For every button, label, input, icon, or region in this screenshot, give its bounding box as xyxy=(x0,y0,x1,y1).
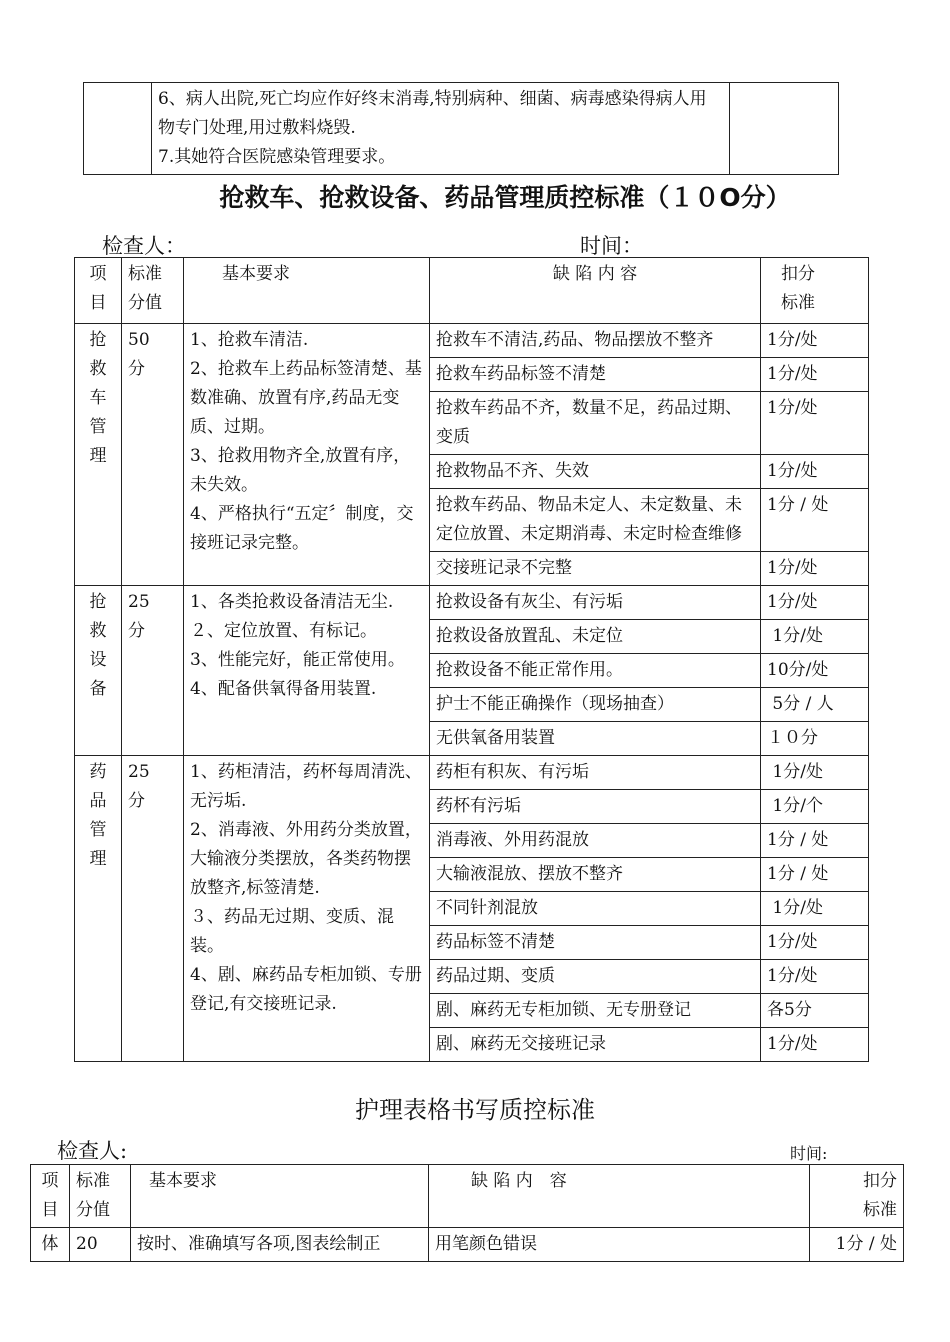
deduction-cell: 1分/处 xyxy=(761,926,869,960)
nursing-form-table xyxy=(30,1164,904,1262)
deduction-cell: 1分 / 处 xyxy=(810,1228,904,1262)
inspector-label-2: 检查人: xyxy=(57,1139,128,1163)
header-item: 项 目 xyxy=(31,1165,70,1228)
deduction-cell: 1分 / 处 xyxy=(761,824,869,858)
deduction-cell: 1分/处 xyxy=(761,960,869,994)
deduction-cell: 1分/处 xyxy=(761,1028,869,1062)
requirement-item: 4、严格执行“五定〞制度，交接班记录完整。 xyxy=(190,504,414,553)
defect-cell: 药品标签不清楚 xyxy=(430,926,761,960)
time-label: 时间： xyxy=(580,234,643,258)
item-cell: 抢 救 车 管 理 xyxy=(75,324,122,586)
deduction-cell: 1分/处 xyxy=(761,586,869,620)
table-row xyxy=(31,1228,904,1262)
deduction-cell: 各5分 xyxy=(761,994,869,1028)
defect-cell: 药杯有污垢 xyxy=(430,790,761,824)
requirement-cell: 按时、准确填写各项,图表绘制正 xyxy=(131,1228,429,1262)
requirement-item: ２、定位放置、有标记。 xyxy=(190,621,377,641)
defect-cell: 无供氧备用装置 xyxy=(430,722,761,756)
deduction-cell: 1分 / 处 xyxy=(761,489,869,552)
defect-cell: 剧、麻药无专柜加锁、无专册登记 xyxy=(430,994,761,1028)
requirement-item: 2、抢救车上药品标签清楚、基数准确、放置有序,药品无变质、过期。 xyxy=(190,359,422,437)
table-row xyxy=(75,756,869,790)
requirement-item: 3、抢救用物齐全,放置有序，未失效。 xyxy=(190,446,411,495)
empty-deduction-cell xyxy=(730,83,839,175)
rescue-quality-table xyxy=(74,257,869,1062)
defect-cell: 大输液混放、摆放不整齐 xyxy=(430,858,761,892)
requirement-item: 1、各类抢救设备清洁无尘. xyxy=(190,592,394,612)
deduction-cell: 1分/处 xyxy=(761,892,869,926)
section-title-2: 护理表格书写质控标准 xyxy=(355,1096,595,1124)
deduction-cell: 1分/处 xyxy=(761,552,869,586)
header-row xyxy=(31,1165,904,1228)
defect-cell: 抢救设备放置乱、未定位 xyxy=(430,620,761,654)
score-cell: 50 分 xyxy=(122,324,184,586)
header-deduction: 扣分 标准 xyxy=(761,258,869,324)
requirement-item: 2、消毒液、外用药分类放置，大输液分类摆放，各类药物摆放整齐,标签清楚. xyxy=(190,820,422,898)
requirement-item: ３、药品无过期、变质、混装。 xyxy=(190,907,394,956)
requirement-item: 3、性能完好，能正常使用。 xyxy=(190,650,405,670)
defect-cell: 护士不能正确操作（现场抽查） xyxy=(430,688,761,722)
time-label-2: 时间: xyxy=(790,1144,828,1163)
deduction-cell: 1分/处 xyxy=(761,324,869,358)
header-requirement: 基本要求 xyxy=(184,258,430,324)
defect-cell: 剧、麻药无交接班记录 xyxy=(430,1028,761,1062)
score-cell: 20 xyxy=(70,1228,131,1262)
defect-cell: 抢救车不清洁,药品、物品摆放不整齐 xyxy=(430,324,761,358)
defect-cell: 药柜有积灰、有污垢 xyxy=(430,756,761,790)
deduction-cell: 1分/处 xyxy=(761,756,869,790)
defect-cell: 抢救物品不齐、失效 xyxy=(430,455,761,489)
defect-cell: 药品过期、变质 xyxy=(430,960,761,994)
empty-item-cell xyxy=(84,83,152,175)
deduction-cell: １０分 xyxy=(761,722,869,756)
deduction-cell: 1分/处 xyxy=(761,358,869,392)
score-cell: 25 分 xyxy=(122,586,184,756)
header-deduction: 扣分 标准 xyxy=(810,1165,904,1228)
header-row xyxy=(75,258,869,324)
table-row xyxy=(84,83,839,175)
section-title: 抢救车、抢救设备、药品管理质控标准（１０O分） xyxy=(219,183,791,212)
top-continuation-table xyxy=(83,82,839,175)
table-row xyxy=(75,586,869,620)
defect-cell: 抢救设备有灰尘、有污垢 xyxy=(430,586,761,620)
defect-cell: 用笔颜色错误 xyxy=(429,1228,810,1262)
deduction-cell: 1分/个 xyxy=(761,790,869,824)
item-cell: 抢 救 设 备 xyxy=(75,586,122,756)
header-item: 项 目 xyxy=(75,258,122,324)
deduction-cell: 1分/处 xyxy=(761,455,869,489)
header-requirement: 基本要求 xyxy=(131,1165,429,1228)
requirement-item: 4、配备供氧得备用装置. xyxy=(190,679,377,699)
item-cell: 药 品 管 理 xyxy=(75,756,122,1062)
requirement-cell xyxy=(184,756,430,1062)
item-cell: 体 xyxy=(31,1228,70,1262)
requirement-item: 4、剧、麻药品专柜加锁、专册登记,有交接班记录. xyxy=(190,965,422,1014)
requirement-item: 1、抢救车清洁. xyxy=(190,330,309,350)
deduction-cell: 1分 / 处 xyxy=(761,858,869,892)
defect-cell: 抢救车药品标签不清楚 xyxy=(430,358,761,392)
defect-cell: 交接班记录不完整 xyxy=(430,552,761,586)
defect-cell: 抢救设备不能正常作用。 xyxy=(430,654,761,688)
score-cell: 25 分 xyxy=(122,756,184,1062)
header-score: 标准 分值 xyxy=(122,258,184,324)
requirement-cell xyxy=(184,586,430,756)
header-defect: 缺 陷 内 容 xyxy=(429,1165,810,1228)
header-score: 标准 分值 xyxy=(70,1165,131,1228)
deduction-cell: 5分 / 人 xyxy=(761,688,869,722)
requirement-cell: 6、病人出院,死亡均应作好终末消毒,特别病种、细菌、病毒感染得病人用物专门处理,用过敷料烧毁. 7.其她符合医院感染管理要求。 xyxy=(152,83,730,175)
deduction-cell: 1分/处 xyxy=(761,620,869,654)
table-row xyxy=(75,324,869,358)
defect-cell: 不同针剂混放 xyxy=(430,892,761,926)
defect-cell: 抢救车药品、物品未定人、未定数量、未定位放置、未定期消毒、未定时检查维修 xyxy=(430,489,761,552)
defect-cell: 消毒液、外用药混放 xyxy=(430,824,761,858)
deduction-cell: 10分/处 xyxy=(761,654,869,688)
defect-cell: 抢救车药品不齐，数量不足，药品过期、变质 xyxy=(430,392,761,455)
requirement-item: 1、药柜清洁，药杯每周清洗、无污垢. xyxy=(190,762,422,811)
header-defect: 缺 陷 内 容 xyxy=(430,258,761,324)
requirement-cell xyxy=(184,324,430,586)
deduction-cell: 1分/处 xyxy=(761,392,869,455)
inspector-label: 检查人： xyxy=(102,234,186,258)
